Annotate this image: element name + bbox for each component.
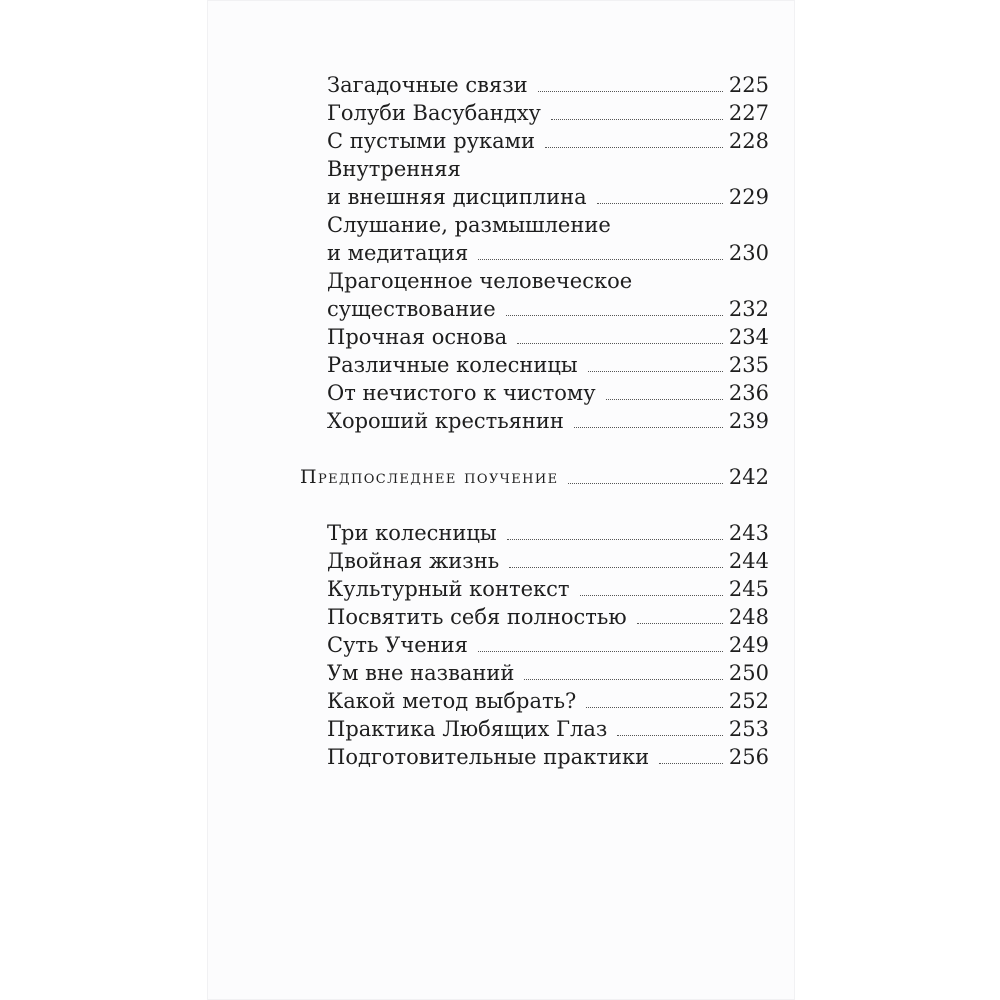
toc-entry-last-line	[300, 239, 769, 267]
toc-entry[interactable]	[300, 71, 769, 99]
toc-dot-leader	[524, 679, 722, 680]
toc-entry[interactable]	[300, 547, 769, 575]
toc-page-number: 225	[728, 73, 769, 97]
toc-entry-title: Практика Любящих Глаз	[327, 717, 608, 741]
toc-dot-leader	[507, 539, 723, 540]
toc-entry-title-line: существование	[327, 297, 496, 321]
toc-entry-title: С пустыми руками	[327, 129, 535, 153]
toc-entry[interactable]	[300, 603, 769, 631]
toc-section-heading[interactable]	[300, 463, 769, 491]
toc-section-title: Предпоследнее поучение	[300, 466, 559, 488]
toc-dot-leader	[659, 763, 723, 764]
toc-entry-title: Посвятить себя полностью	[327, 605, 627, 629]
toc-dot-leader	[506, 315, 723, 316]
toc-dot-leader	[637, 623, 723, 624]
toc-page-number: 253	[728, 717, 769, 741]
toc-dot-leader	[478, 651, 723, 652]
toc-entry[interactable]	[300, 127, 769, 155]
toc-entry[interactable]	[300, 743, 769, 771]
toc-page-number: 242	[728, 465, 769, 489]
toc-entry[interactable]	[300, 519, 769, 547]
toc-dot-leader	[617, 735, 723, 736]
toc-entry-title-line: Драгоценное человеческое	[327, 269, 633, 293]
toc-dot-leader	[545, 147, 723, 148]
toc-entry-title: Голуби Васубандху	[327, 101, 541, 125]
toc-dot-leader	[574, 427, 723, 428]
toc-entry[interactable]	[300, 211, 769, 267]
toc-entry-title: Подготовительные практики	[327, 745, 650, 769]
toc-entry-title: Различные колесницы	[327, 353, 578, 377]
toc-page-number: 256	[728, 745, 769, 769]
toc-entry[interactable]	[300, 155, 769, 211]
toc-entry[interactable]	[300, 99, 769, 127]
toc-dot-leader	[509, 567, 723, 568]
toc-entry-title-line: Внутренняя	[327, 157, 461, 181]
toc-page-number: 245	[728, 577, 769, 601]
toc-entry-title-line: и медитация	[327, 241, 469, 265]
toc-page-number: 244	[728, 549, 769, 573]
toc-entry-title: Ум вне названий	[327, 661, 515, 685]
toc-page-number: 230	[728, 241, 769, 265]
toc-page-number: 249	[728, 633, 769, 657]
toc-entry-title: Три колесницы	[327, 521, 497, 545]
toc-entry[interactable]	[300, 267, 769, 323]
toc-page-number: 252	[728, 689, 769, 713]
toc-dot-leader	[597, 203, 723, 204]
toc-entry[interactable]	[300, 407, 769, 435]
toc-entry[interactable]	[300, 323, 769, 351]
toc-page-number: 232	[728, 297, 769, 321]
table-of-contents	[300, 71, 769, 771]
toc-entry-title: Прочная основа	[327, 325, 508, 349]
toc-entry[interactable]	[300, 575, 769, 603]
toc-entry-title: От нечистого к чистому	[327, 381, 596, 405]
toc-entry-title: Хороший крестьянин	[327, 409, 564, 433]
toc-dot-leader	[588, 371, 723, 372]
toc-dot-leader	[568, 483, 722, 484]
toc-entry[interactable]	[300, 687, 769, 715]
toc-page-number: 229	[728, 185, 769, 209]
toc-entry[interactable]	[300, 631, 769, 659]
toc-page-number: 228	[728, 129, 769, 153]
toc-entry-title-line: и внешняя дисциплина	[327, 185, 587, 209]
toc-page-number: 243	[728, 521, 769, 545]
toc-entry[interactable]	[300, 715, 769, 743]
toc-page-number: 235	[728, 353, 769, 377]
toc-entry-title: Какой метод выбрать?	[327, 689, 577, 713]
toc-entry[interactable]	[300, 659, 769, 687]
toc-entry-last-line	[300, 183, 769, 211]
toc-entry-title: Загадочные связи	[327, 73, 528, 97]
toc-dot-leader	[538, 91, 723, 92]
toc-dot-leader	[517, 343, 723, 344]
toc-page-number: 236	[728, 381, 769, 405]
toc-page-number: 227	[728, 101, 769, 125]
toc-entry-title: Культурный контекст	[327, 577, 570, 601]
toc-dot-leader	[580, 595, 723, 596]
toc-entry-title: Двойная жизнь	[327, 549, 500, 573]
toc-dot-leader	[551, 119, 723, 120]
toc-entry-title: Суть Учения	[327, 633, 468, 657]
toc-page-number: 234	[728, 325, 769, 349]
toc-dot-leader	[586, 707, 723, 708]
toc-page-number: 248	[728, 605, 769, 629]
toc-page-number: 250	[728, 661, 769, 685]
toc-dot-leader	[478, 259, 723, 260]
toc-entry-title-line: Слушание, размышление	[327, 213, 611, 237]
toc-entry[interactable]	[300, 379, 769, 407]
toc-entry[interactable]	[300, 351, 769, 379]
toc-dot-leader	[606, 399, 723, 400]
toc-entry-last-line	[300, 295, 769, 323]
toc-page-number: 239	[728, 409, 769, 433]
